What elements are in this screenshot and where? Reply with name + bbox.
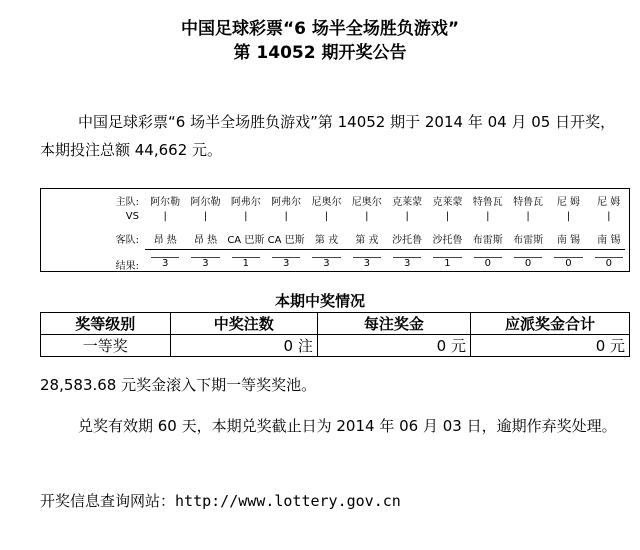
- home-team: 阿尔勒: [190, 197, 221, 208]
- match-result: 3: [312, 257, 340, 269]
- prize-each: 0 元: [317, 335, 470, 357]
- away-team: 布雷斯: [513, 235, 544, 246]
- match-result: 3: [353, 257, 381, 269]
- match-result: 3: [191, 257, 219, 269]
- header-count: 中奖注数: [170, 313, 317, 335]
- match-result: 0: [474, 257, 502, 269]
- away-team: 昂 热: [153, 235, 177, 246]
- vs-separator: |: [607, 211, 611, 222]
- away-team: 第 戎: [355, 235, 379, 246]
- prize-level: 一等奖: [41, 335, 171, 357]
- away-team: 沙托鲁: [392, 235, 423, 246]
- vs-separator: |: [163, 211, 167, 222]
- home-team: 尼 姆: [556, 197, 581, 208]
- prize-row: [41, 335, 630, 357]
- prize-total: 0 元: [470, 335, 629, 357]
- home-cells: [145, 193, 629, 208]
- vs-separator: |: [566, 211, 571, 222]
- vs-separator: |: [486, 211, 490, 222]
- header-level: 奖等级别: [41, 313, 171, 335]
- home-team: 克莱蒙: [432, 197, 463, 208]
- match-result: 0: [595, 257, 623, 269]
- away-label: 客队:: [115, 235, 139, 246]
- vs-separator: |: [203, 211, 208, 222]
- away-cells: [145, 231, 629, 246]
- validity-note: 兑奖有效期 60 天，本期兑奖截止日为 2014 年 06 月 03 日，逾期作弃奖处理。: [78, 417, 617, 435]
- match-result: 1: [433, 257, 461, 269]
- header-total: 应派奖金合计: [470, 313, 629, 335]
- result-label: 结果:: [115, 261, 139, 272]
- home-team: 特鲁瓦: [513, 197, 544, 208]
- home-label: 主队:: [115, 197, 139, 208]
- home-team: 尼奥尔: [351, 197, 382, 208]
- vs-separator: |: [445, 211, 450, 222]
- prize-count: 0 注: [170, 335, 317, 357]
- home-team: 特鲁瓦: [472, 197, 503, 208]
- match-result: 3: [272, 257, 300, 269]
- result-cells: [145, 257, 629, 269]
- intro-paragraph: 中国足球彩票“6 场半全场胜负游戏”第 14052 期于 2014 年 04 月 05 日开奖，本期投注总额 44,662 元。: [40, 113, 616, 159]
- away-team: CA 巴斯: [267, 235, 305, 246]
- result-divider: [145, 249, 625, 250]
- away-team: 第 戎: [314, 235, 339, 246]
- away-team: 南 锡: [597, 235, 621, 246]
- away-team: 沙托鲁: [432, 235, 463, 246]
- prize-table: [40, 312, 630, 357]
- website-line: [40, 487, 630, 515]
- website-label: 开奖信息查询网站：: [40, 492, 176, 510]
- prize-section-title: 本期中奖情况: [274, 292, 365, 310]
- vs-label: VS: [125, 211, 139, 222]
- prize-header-row: [41, 313, 630, 335]
- match-result: 0: [514, 257, 542, 269]
- away-team: 布雷斯: [472, 235, 503, 246]
- announcement-title: 中国足球彩票“6 场半全场胜负游戏”: [180, 19, 460, 39]
- home-team: 尼奥尔: [311, 197, 342, 208]
- vs-separator: |: [324, 211, 329, 222]
- match-result: 3: [151, 257, 179, 269]
- home-team: 克莱蒙: [392, 197, 423, 208]
- website-link[interactable]: http://www.lottery.gov.cn: [175, 492, 401, 510]
- home-team: 阿弗尔: [230, 197, 261, 208]
- match-table: [40, 188, 630, 272]
- vs-separator: |: [526, 211, 530, 222]
- home-team: 阿弗尔: [271, 197, 302, 208]
- vs-separator: |: [244, 211, 248, 222]
- header-each: 每注奖金: [317, 313, 470, 335]
- away-team: 南 锡: [556, 235, 581, 246]
- vs-cells: [145, 211, 629, 222]
- rollover-note: 28,583.68 元奖金滚入下期一等奖奖池。: [40, 376, 317, 394]
- match-result: 0: [554, 257, 582, 269]
- vs-separator: |: [284, 211, 288, 222]
- vs-separator: |: [365, 211, 369, 222]
- match-result: 3: [393, 257, 421, 269]
- vs-separator: |: [405, 211, 409, 222]
- announcement-subtitle: 第 14052 期开奖公告: [233, 43, 407, 63]
- away-team: 昂 热: [193, 235, 218, 246]
- home-team: 尼 姆: [597, 197, 621, 208]
- match-result: 1: [232, 257, 260, 269]
- away-team: CA 巴斯: [227, 235, 265, 246]
- home-team: 阿尔勒: [150, 197, 181, 208]
